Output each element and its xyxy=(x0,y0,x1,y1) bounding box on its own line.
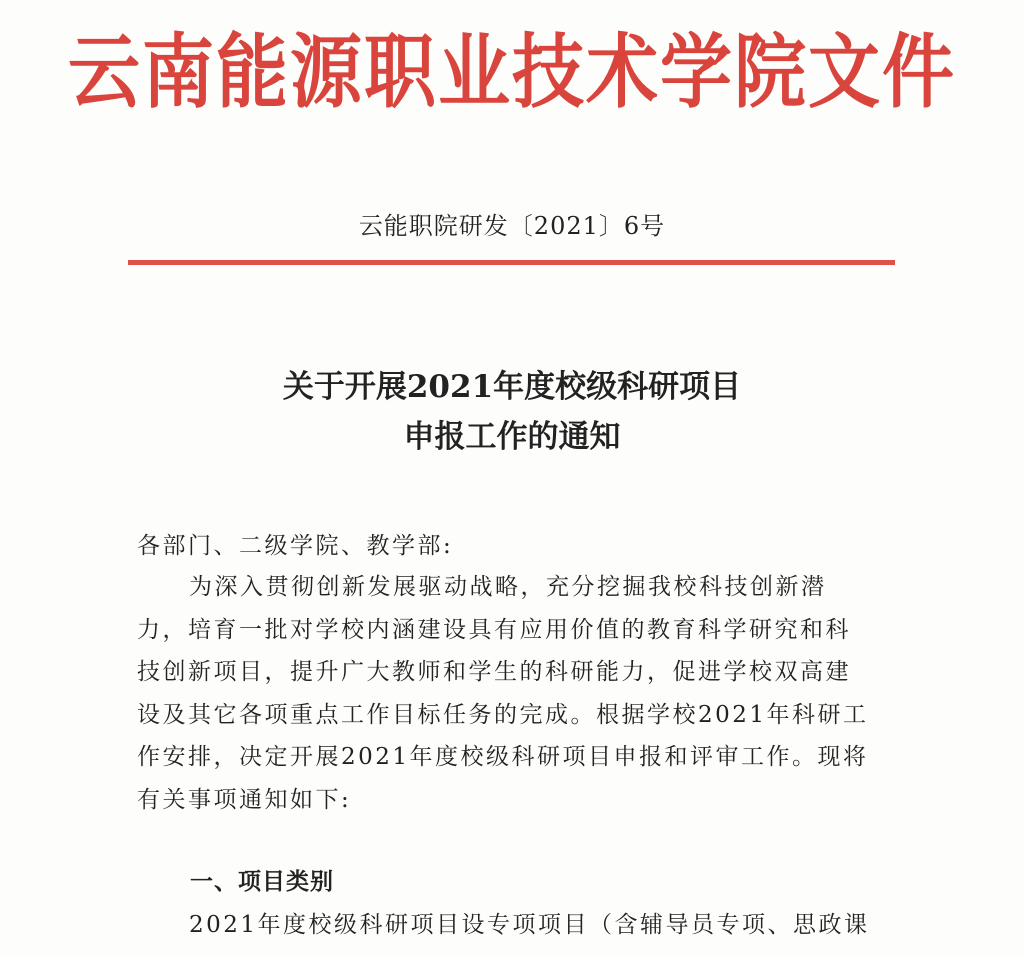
paragraph-2 xyxy=(137,904,889,946)
salutation: 各部门、二级学院、教学部: xyxy=(137,533,454,559)
document-number: 云能职院研发〔2021〕6号 xyxy=(358,212,666,240)
paragraph-line: 力，培育一批对学校内涵建设具有应用价值的教育科学研究和科 xyxy=(137,616,851,643)
paragraph-line: 2021年度校级科研项目设专项项目（含辅导员专项、思政课 xyxy=(189,912,870,938)
notice-title xyxy=(0,362,1024,462)
section-heading-1: 一、项目类别 xyxy=(190,869,334,895)
title-line-2: 申报工作的通知 xyxy=(403,419,621,455)
paragraph-1 xyxy=(137,566,889,821)
paragraph-line: 有关事项通知如下: xyxy=(137,786,352,813)
paragraph-line: 作安排，决定开展2021年度校级科研项目申报和评审工作。现将 xyxy=(137,744,869,770)
red-divider-line xyxy=(128,260,895,265)
paragraph-line: 技创新项目，提升广大教师和学生的科研能力，促进学校双高建 xyxy=(137,659,851,685)
paragraph-line: 设及其它各项重点工作目标任务的完成。根据学校2021年科研工 xyxy=(137,701,869,728)
issuer-header: 云南能源职业技术学院文件 xyxy=(67,24,956,119)
paragraph-line: 为深入贯彻创新发展驱动战略，充分挖掘我校科技创新潜 xyxy=(189,574,827,600)
title-line-1: 关于开展2021年度校级科研项目 xyxy=(282,369,742,405)
